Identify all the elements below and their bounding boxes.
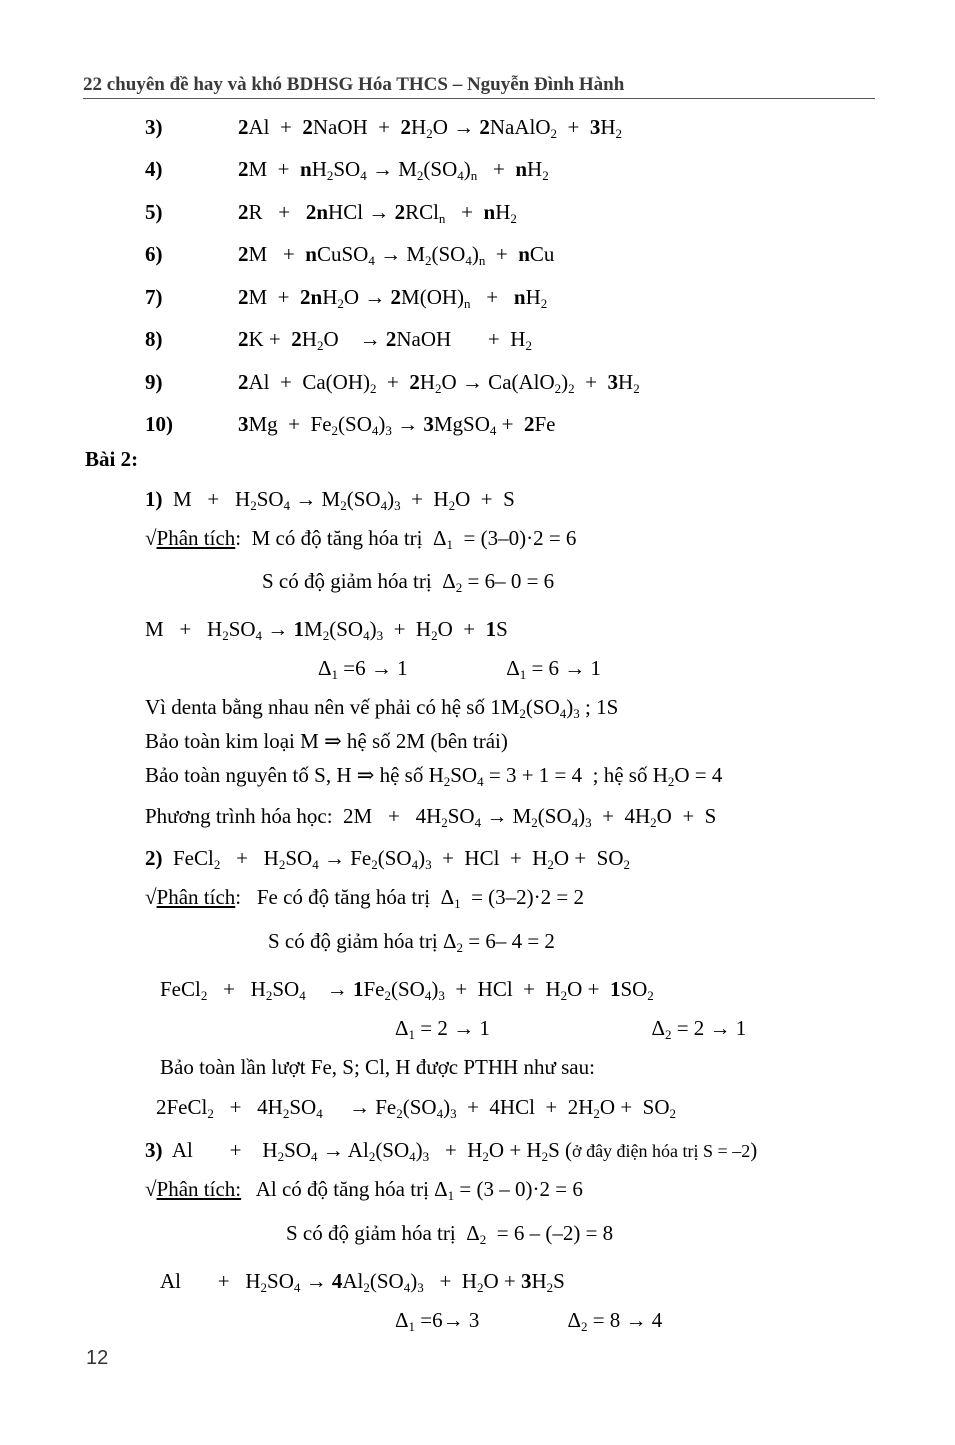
equation-text: 2Al + 2NaOH + $2H_2O$ → 2NaAlO$_2$ + $3H_2$ (238, 115, 623, 141)
header-divider (83, 98, 875, 99)
equation-text: 2R + 2nHCl → $2RCl_n + nH_2$ (238, 200, 517, 226)
equation-text: 2M + nCuSO$_4$ → $M_2(SO_4)_n$ + nCu (238, 242, 555, 268)
equation-number: 4) (145, 157, 163, 181)
text-line: 2) FeCl$_2$ + $H_2SO_4 \to Fe_2(SO_4)_3$ + HCl + $H_2O + SO_2$ (145, 846, 631, 872)
running-header: 22 chuyên đề hay và khó BDHSG Hóa THCS – Nguyễn Đình Hành (83, 74, 625, 95)
text-line: √Phân tích: M có độ tăng hóa trị $\Delta_1 = (3-0)\cdot 2 = 6$ (145, 526, 577, 552)
equation-text: $3Mg + Fe_2(SO_4)_3$ → 3MgSO$_4$ + 2Fe (238, 412, 556, 438)
section-heading-bai2: Bài 2: (85, 447, 139, 471)
page-number: 12 (86, 1347, 109, 1369)
equation-number: 10) (145, 412, 173, 436)
text-line: √Phân tích: Al có độ tăng hóa trị $\Delta_1 = (3 - 0)\cdot 2 = 6$ (145, 1177, 583, 1203)
equation-number: 3) (145, 115, 163, 139)
equation-text: $2M + 2nH_2O \to 2M(OH)_n + nH_2$ (238, 285, 548, 311)
text-line: √Phân tích: Fe có độ tăng hóa trị $\Delta_1 = (3-2)\cdot 2 = 2$ (145, 885, 585, 911)
text-line: Bảo toàn nguyên tố S, H ⇒ hệ số $H_2SO_4 = 3 + 1 = 4$ ; hệ số $H_2O = 4$ (145, 763, 723, 789)
text-line: S có độ giảm hóa trị $\Delta_2 = 6 - (-2) = 8$ (286, 1221, 614, 1247)
text-line: Bảo toàn lần lượt Fe, S; Cl, H được PTHH như sau: (160, 1055, 595, 1079)
text-line: Al + $H_2SO_4 \to 4Al_2(SO_4)_3 + H_2O + 3H_2S$ (160, 1269, 565, 1295)
text-line: S có độ giảm hóa trị $\Delta_2 = 6-$ 0 = 6 (262, 569, 555, 595)
equation-number: 8) (145, 327, 163, 351)
text-line: FeCl$_2$ + $H_2SO_4$ → $1Fe_2(SO_4)_3$ + HCl + $H_2O + 1SO_2$ (160, 977, 654, 1003)
equation-number: 7) (145, 285, 163, 309)
equation-text: $2K + 2H_2O$ → 2NaOH + $H_2$ (238, 327, 532, 353)
equation-number: 9) (145, 370, 163, 394)
text-line: Bảo toàn kim loại M ⇒ hệ số 2M (bên trái) (145, 729, 508, 753)
equation-number: 5) (145, 200, 163, 224)
text-line: $M + H_2SO_4 \to 1M_2(SO_4)_3 + H_2O + 1S$ (145, 617, 508, 643)
text-line: $\Delta_1 =6 \to 1$ $\Delta_1 = 6 \to 1$ (318, 656, 602, 682)
text-line: Vì denta bằng nhau nên vế phải có hệ số $1M_2(SO_4)_3$ ; 1S (145, 695, 619, 721)
text-line: 2FeCl$_2$ + $4H_2SO_4$ → $Fe_2(SO_4)_3 + 4HCl + 2H_2O + SO_2$ (156, 1095, 677, 1121)
text-line: $\Delta_1 = 2 \to 1$ $\Delta_2 = 2 \to 1$ (395, 1016, 747, 1042)
equation-text: $2M + nH_2SO_4 \to M_2(SO_4)_n + nH_2$ (238, 157, 549, 183)
equation-number: 6) (145, 242, 163, 266)
text-line: 3) Al + $H_2SO_4 \to Al_2(SO_4)_3 + H_2O + H_2S$ (ở đây điện hóa trị S = –2) (145, 1138, 758, 1164)
text-line: 1) $M + H_2SO_4 \to M_2(SO_4)_3 + H_2O + S$ (145, 487, 515, 513)
text-line: $\Delta_1 =6\to 3$ $\Delta_2 = 8 \to 4$ (395, 1308, 663, 1334)
text-line: Phương trình hóa học: $2M + 4H_2SO_4 \to M_2(SO_4)_3 + 4H_2O + S$ (145, 804, 717, 830)
equation-text: $2Al + Ca(OH)_2 + 2H_2O \to Ca(AlO_2)_2 + 3H_2$ (238, 370, 640, 396)
text-line: S có độ giảm hóa trị $\Delta_2 = 6-$ 4 = 2 (268, 929, 555, 955)
